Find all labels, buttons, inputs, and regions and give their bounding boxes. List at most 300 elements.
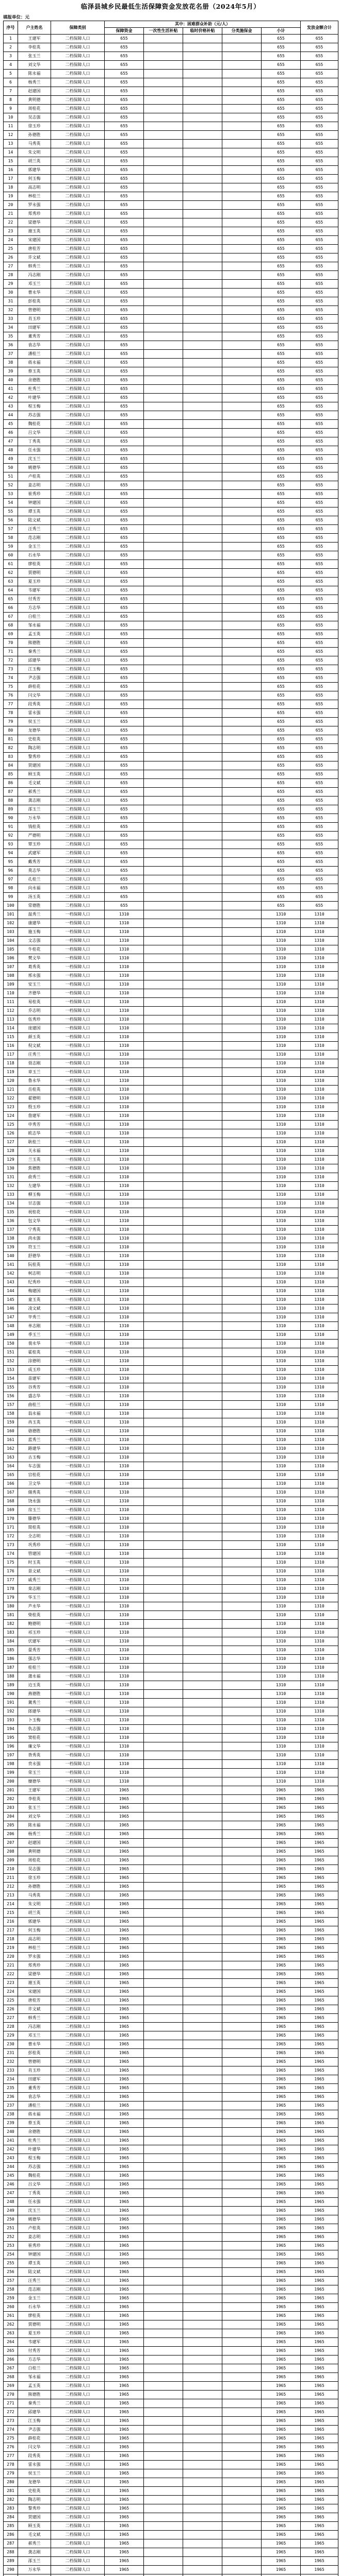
cell-total: 1310 — [301, 1296, 338, 1304]
header-seq: 序号 — [4, 21, 18, 35]
cell-fund: 1965 — [105, 2355, 144, 2364]
table-row — [4, 788, 338, 796]
cell-price — [183, 1742, 222, 1751]
cell-name: 张玉兰 — [18, 1804, 51, 1812]
cell-price — [183, 2215, 222, 2224]
cell-seq: 41 — [4, 385, 18, 394]
table-row — [4, 1191, 338, 1199]
cell-name: 华玉兰 — [18, 1594, 51, 1602]
cell-fund: 655 — [105, 691, 144, 700]
cell-category: 二档保障人口 — [51, 2382, 105, 2391]
cell-total: 1310 — [301, 1541, 338, 1550]
table-row — [4, 2084, 338, 2093]
cell-fund: 1310 — [105, 1672, 144, 1681]
cell-fund: 655 — [105, 210, 144, 218]
cell-price — [183, 1410, 222, 1418]
cell-total: 1965 — [301, 1839, 338, 1848]
cell-seq: 20 — [4, 201, 18, 210]
cell-subtotal: 655 — [262, 43, 301, 52]
cell-subtotal: 1965 — [262, 2522, 301, 2531]
cell-seq: 277 — [4, 2452, 18, 2461]
cell-category: 二档保障人口 — [51, 840, 105, 849]
cell-name: 樊文华 — [18, 954, 51, 963]
cell-classified — [222, 569, 262, 578]
cell-price — [183, 2172, 222, 2180]
cell-name: 包文华 — [18, 1217, 51, 1226]
cell-classified — [222, 1690, 262, 1699]
table-row — [4, 2198, 338, 2207]
cell-category: 二档保障人口 — [51, 411, 105, 420]
cell-seq: 240 — [4, 2128, 18, 2137]
cell-fund: 1310 — [105, 1094, 144, 1103]
cell-fund: 1310 — [105, 1033, 144, 1042]
cell-one-time — [144, 2093, 183, 2102]
table-row — [4, 2557, 338, 2566]
cell-seq: 128 — [4, 1147, 18, 1156]
cell-classified — [222, 175, 262, 183]
cell-price — [183, 1532, 222, 1541]
cell-name: 柳玉梅 — [18, 1191, 51, 1199]
cell-fund: 655 — [105, 551, 144, 560]
cell-classified — [222, 1953, 262, 1961]
cell-seq: 118 — [4, 1059, 18, 1068]
cell-classified — [222, 1795, 262, 1804]
cell-classified — [222, 166, 262, 175]
cell-price — [183, 1182, 222, 1191]
table-row — [4, 1699, 338, 1707]
cell-category: 二档保障人口 — [51, 2434, 105, 2443]
cell-classified — [222, 2040, 262, 2049]
table-row — [4, 1839, 338, 1848]
cell-category: 二档保障人口 — [51, 2531, 105, 2539]
cell-seq: 226 — [4, 2005, 18, 2014]
cell-price — [183, 43, 222, 52]
table-row — [4, 963, 338, 972]
cell-one-time — [144, 1620, 183, 1629]
cell-subtotal: 1310 — [262, 1033, 301, 1042]
cell-one-time — [144, 1672, 183, 1681]
cell-subtotal: 1310 — [262, 1681, 301, 1690]
cell-category: 二档保障人口 — [51, 2014, 105, 2023]
cell-category: 一档保障人口 — [51, 1103, 105, 1112]
cell-classified — [222, 2215, 262, 2224]
cell-fund: 655 — [105, 507, 144, 516]
cell-one-time — [144, 43, 183, 52]
cell-fund: 655 — [105, 875, 144, 884]
cell-fund: 1310 — [105, 1707, 144, 1716]
cell-name: 董秀芳 — [18, 2084, 51, 2093]
cell-total: 655 — [301, 464, 338, 472]
cell-fund: 1965 — [105, 2285, 144, 2294]
cell-price — [183, 1094, 222, 1103]
cell-one-time — [144, 1278, 183, 1287]
cell-classified — [222, 1856, 262, 1865]
cell-total: 1310 — [301, 1103, 338, 1112]
cell-name: 余德胜 — [18, 2128, 51, 2137]
cell-category: 二档保障人口 — [51, 2207, 105, 2215]
cell-name: 兰玉英 — [18, 1156, 51, 1164]
cell-name: 裴永华 — [18, 1340, 51, 1348]
cell-classified — [222, 2145, 262, 2154]
cell-seq: 209 — [4, 1856, 18, 1865]
cell-one-time — [144, 499, 183, 507]
cell-total: 655 — [301, 578, 338, 586]
cell-total: 655 — [301, 507, 338, 516]
cell-total: 1310 — [301, 1182, 338, 1191]
cell-price — [183, 157, 222, 166]
cell-price — [183, 2531, 222, 2539]
table-row — [4, 385, 338, 394]
cell-category: 二档保障人口 — [51, 867, 105, 875]
cell-name: 方志华 — [18, 2355, 51, 2364]
cell-total: 1310 — [301, 1121, 338, 1129]
cell-name: 吕文华 — [18, 2180, 51, 2189]
cell-name: 董秀芳 — [18, 332, 51, 341]
cell-name: 李桂英 — [18, 1795, 51, 1804]
cell-fund: 1965 — [105, 2487, 144, 2496]
cell-price — [183, 2478, 222, 2487]
cell-seq: 112 — [4, 1007, 18, 1015]
cell-classified — [222, 2023, 262, 2031]
cell-category: 二档保障人口 — [51, 236, 105, 245]
cell-subtotal: 1965 — [262, 2531, 301, 2539]
cell-one-time — [144, 2513, 183, 2522]
table-row — [4, 1094, 338, 1103]
cell-category: 二档保障人口 — [51, 2303, 105, 2312]
cell-one-time — [144, 1191, 183, 1199]
cell-total: 1310 — [301, 1024, 338, 1033]
cell-category: 二档保障人口 — [51, 507, 105, 516]
cell-total: 1310 — [301, 1147, 338, 1156]
cell-total: 1310 — [301, 1742, 338, 1751]
cell-category: 一档保障人口 — [51, 1094, 105, 1103]
cell-name: 盛志华 — [18, 1392, 51, 1401]
cell-category: 二档保障人口 — [51, 744, 105, 753]
cell-price — [183, 1077, 222, 1086]
cell-price — [183, 2373, 222, 2382]
cell-seq: 137 — [4, 1226, 18, 1234]
cell-subtotal: 655 — [262, 832, 301, 840]
cell-classified — [222, 867, 262, 875]
cell-classified — [222, 122, 262, 131]
cell-name: 余德胜 — [18, 376, 51, 385]
cell-total: 1310 — [301, 1716, 338, 1725]
cell-fund: 1965 — [105, 1865, 144, 1874]
table-row — [4, 1410, 338, 1418]
cell-one-time — [144, 2058, 183, 2066]
cell-category: 二档保障人口 — [51, 2496, 105, 2504]
cell-price — [183, 1147, 222, 1156]
cell-subtotal: 655 — [262, 472, 301, 481]
cell-category: 一档保障人口 — [51, 1558, 105, 1567]
cell-seq: 2 — [4, 43, 18, 52]
cell-total: 655 — [301, 236, 338, 245]
cell-seq: 119 — [4, 1068, 18, 1077]
cell-name: 黎秀珍 — [18, 753, 51, 761]
cell-category: 一档保障人口 — [51, 1506, 105, 1515]
cell-category: 一档保障人口 — [51, 1410, 105, 1418]
cell-fund: 1965 — [105, 2250, 144, 2259]
cell-classified — [222, 613, 262, 621]
cell-one-time — [144, 761, 183, 770]
table-row — [4, 289, 338, 297]
table-row — [4, 1865, 338, 1874]
cell-category: 一档保障人口 — [51, 1304, 105, 1313]
table-row — [4, 1760, 338, 1769]
cell-subtotal: 1965 — [262, 2469, 301, 2478]
cell-name: 沈玉兰 — [18, 2207, 51, 2215]
cell-subtotal: 1310 — [262, 1471, 301, 1480]
cell-total: 655 — [301, 367, 338, 376]
cell-one-time — [144, 394, 183, 402]
cell-seq: 223 — [4, 1979, 18, 1988]
cell-fund: 1965 — [105, 1821, 144, 1830]
cell-category: 一档保障人口 — [51, 1760, 105, 1769]
cell-one-time — [144, 1147, 183, 1156]
cell-name: 童玉英 — [18, 1296, 51, 1304]
cell-total: 1965 — [301, 2075, 338, 2084]
cell-fund: 1310 — [105, 1445, 144, 1453]
cell-total: 1965 — [301, 2303, 338, 2312]
cell-subtotal: 1310 — [262, 1742, 301, 1751]
cell-name: 周桂花 — [18, 105, 51, 113]
cell-fund: 655 — [105, 122, 144, 131]
cell-total: 1965 — [301, 1935, 338, 1944]
cell-one-time — [144, 2277, 183, 2285]
header-sub-4: 分类施保金 — [222, 28, 262, 35]
cell-classified — [222, 1050, 262, 1059]
cell-one-time — [144, 1226, 183, 1234]
cell-seq: 252 — [4, 2233, 18, 2242]
cell-subtotal: 1310 — [262, 1340, 301, 1348]
cell-price — [183, 2320, 222, 2329]
cell-seq: 63 — [4, 578, 18, 586]
cell-name: 龚志刚 — [18, 2548, 51, 2557]
cell-category: 二档保障人口 — [51, 516, 105, 525]
cell-name: 胡兰英 — [18, 157, 51, 166]
cell-name: 燕德胜 — [18, 1690, 51, 1699]
cell-name: 肖玉珍 — [18, 315, 51, 324]
cell-classified — [222, 87, 262, 96]
cell-seq: 77 — [4, 700, 18, 709]
cell-subtotal: 655 — [262, 507, 301, 516]
cell-subtotal: 1965 — [262, 2250, 301, 2259]
cell-seq: 207 — [4, 1839, 18, 1848]
cell-price — [183, 1331, 222, 1340]
cell-one-time — [144, 140, 183, 148]
cell-category: 二档保障人口 — [51, 315, 105, 324]
cell-one-time — [144, 1839, 183, 1848]
cell-one-time — [144, 840, 183, 849]
cell-fund: 1310 — [105, 1042, 144, 1050]
cell-category: 二档保障人口 — [51, 166, 105, 175]
cell-category: 一档保障人口 — [51, 1217, 105, 1226]
cell-subtotal: 1310 — [262, 1445, 301, 1453]
cell-price — [183, 875, 222, 884]
cell-category: 一档保障人口 — [51, 1042, 105, 1050]
cell-subtotal: 655 — [262, 446, 301, 455]
cell-seq: 165 — [4, 1471, 18, 1480]
cell-price — [183, 805, 222, 814]
cell-fund: 655 — [105, 183, 144, 192]
cell-name: 符玉兰 — [18, 1243, 51, 1252]
table-row — [4, 227, 338, 236]
table-row — [4, 78, 338, 87]
cell-name: 龚志刚 — [18, 796, 51, 805]
cell-fund: 655 — [105, 700, 144, 709]
cell-fund: 655 — [105, 796, 144, 805]
cell-fund: 1310 — [105, 1602, 144, 1611]
cell-seq: 10 — [4, 113, 18, 122]
cell-one-time — [144, 963, 183, 972]
cell-category: 二档保障人口 — [51, 639, 105, 648]
cell-fund: 1310 — [105, 1585, 144, 1594]
cell-price — [183, 2145, 222, 2154]
cell-price — [183, 131, 222, 140]
cell-subtotal: 1310 — [262, 1024, 301, 1033]
cell-fund: 1965 — [105, 2531, 144, 2539]
table-row — [4, 1383, 338, 1392]
cell-subtotal: 655 — [262, 534, 301, 543]
cell-name: 邢永强 — [18, 972, 51, 980]
cell-subtotal: 655 — [262, 78, 301, 87]
cell-total: 655 — [301, 70, 338, 78]
cell-one-time — [144, 726, 183, 735]
cell-name: 宋建国 — [18, 236, 51, 245]
cell-classified — [222, 902, 262, 910]
cell-total: 655 — [301, 402, 338, 411]
cell-total: 1965 — [301, 2014, 338, 2023]
cell-name: 廖桂英 — [18, 560, 51, 569]
cell-one-time — [144, 1348, 183, 1357]
table-row — [4, 2233, 338, 2242]
cell-seq: 220 — [4, 1953, 18, 1961]
cell-subtotal: 1965 — [262, 2110, 301, 2119]
cell-one-time — [144, 1734, 183, 1742]
cell-price — [183, 1296, 222, 1304]
cell-fund: 1310 — [105, 1392, 144, 1401]
cell-classified — [222, 1716, 262, 1725]
cell-seq: 269 — [4, 2382, 18, 2391]
cell-category: 一档保障人口 — [51, 919, 105, 928]
header-fund-group: 其中：困难群众补助（元/人） — [105, 21, 301, 28]
table-row — [4, 525, 338, 534]
cell-total: 655 — [301, 113, 338, 122]
table-row — [4, 1418, 338, 1427]
cell-name: 黎秀珍 — [18, 2504, 51, 2513]
cell-price — [183, 2496, 222, 2504]
cell-fund: 655 — [105, 858, 144, 867]
cell-classified — [222, 639, 262, 648]
cell-fund: 1965 — [105, 1883, 144, 1891]
cell-classified — [222, 1164, 262, 1173]
cell-price — [183, 1786, 222, 1795]
table-row — [4, 2242, 338, 2250]
cell-category: 二档保障人口 — [51, 691, 105, 700]
cell-classified — [222, 2364, 262, 2373]
cell-seq: 86 — [4, 779, 18, 788]
table-row — [4, 867, 338, 875]
cell-seq: 199 — [4, 1769, 18, 1777]
cell-subtotal: 1310 — [262, 1699, 301, 1707]
cell-name: 尚永强 — [18, 1234, 51, 1243]
cell-total: 1310 — [301, 1576, 338, 1585]
cell-seq: 234 — [4, 2075, 18, 2084]
cell-fund: 1965 — [105, 2075, 144, 2084]
cell-one-time — [144, 1392, 183, 1401]
cell-one-time — [144, 1664, 183, 1672]
cell-category: 一档保障人口 — [51, 1629, 105, 1637]
table-row — [4, 516, 338, 525]
cell-one-time — [144, 543, 183, 551]
cell-name: 曾德明 — [18, 2058, 51, 2066]
cell-classified — [222, 1646, 262, 1655]
cell-price — [183, 1050, 222, 1059]
table-row — [4, 1918, 338, 1926]
cell-seq: 251 — [4, 2224, 18, 2233]
cell-price — [183, 446, 222, 455]
cell-name: 姚德华 — [18, 464, 51, 472]
cell-subtotal: 1965 — [262, 2443, 301, 2452]
cell-category: 二档保障人口 — [51, 2294, 105, 2303]
cell-fund: 655 — [105, 674, 144, 683]
cell-one-time — [144, 569, 183, 578]
cell-seq: 115 — [4, 1033, 18, 1042]
header-total: 发放金额合计 — [301, 21, 338, 35]
cell-name: 尹志强 — [18, 2426, 51, 2434]
cell-fund: 1310 — [105, 1497, 144, 1506]
cell-subtotal: 1965 — [262, 2207, 301, 2215]
cell-one-time — [144, 376, 183, 385]
cell-seq: 275 — [4, 2434, 18, 2443]
cell-subtotal: 1965 — [262, 2093, 301, 2102]
cell-total: 655 — [301, 770, 338, 779]
cell-price — [183, 586, 222, 595]
cell-seq: 166 — [4, 1480, 18, 1488]
cell-subtotal: 655 — [262, 341, 301, 350]
cell-seq: 153 — [4, 1366, 18, 1375]
cell-classified — [222, 2513, 262, 2522]
cell-fund: 1965 — [105, 1874, 144, 1883]
cell-one-time — [144, 534, 183, 543]
cell-total: 1965 — [301, 2268, 338, 2277]
cell-category: 二档保障人口 — [51, 2242, 105, 2250]
cell-classified — [222, 1094, 262, 1103]
cell-classified — [222, 604, 262, 613]
cell-price — [183, 455, 222, 464]
cell-name: 邵玉兰 — [18, 805, 51, 814]
cell-classified — [222, 1777, 262, 1786]
cell-name: 马秀英 — [18, 140, 51, 148]
cell-name: 姚德华 — [18, 2215, 51, 2224]
table-row — [4, 1891, 338, 1900]
cell-one-time — [144, 2128, 183, 2137]
table-row — [4, 718, 338, 726]
cell-category: 二档保障人口 — [51, 175, 105, 183]
cell-category: 一档保障人口 — [51, 954, 105, 963]
cell-classified — [222, 1296, 262, 1304]
cell-one-time — [144, 1375, 183, 1383]
cell-total: 655 — [301, 726, 338, 735]
cell-one-time — [144, 2373, 183, 2382]
cell-fund: 655 — [105, 578, 144, 586]
cell-seq: 55 — [4, 507, 18, 516]
cell-classified — [222, 402, 262, 411]
cell-subtotal: 1965 — [262, 2364, 301, 2373]
cell-classified — [222, 1620, 262, 1629]
cell-one-time — [144, 245, 183, 253]
cell-classified — [222, 253, 262, 262]
